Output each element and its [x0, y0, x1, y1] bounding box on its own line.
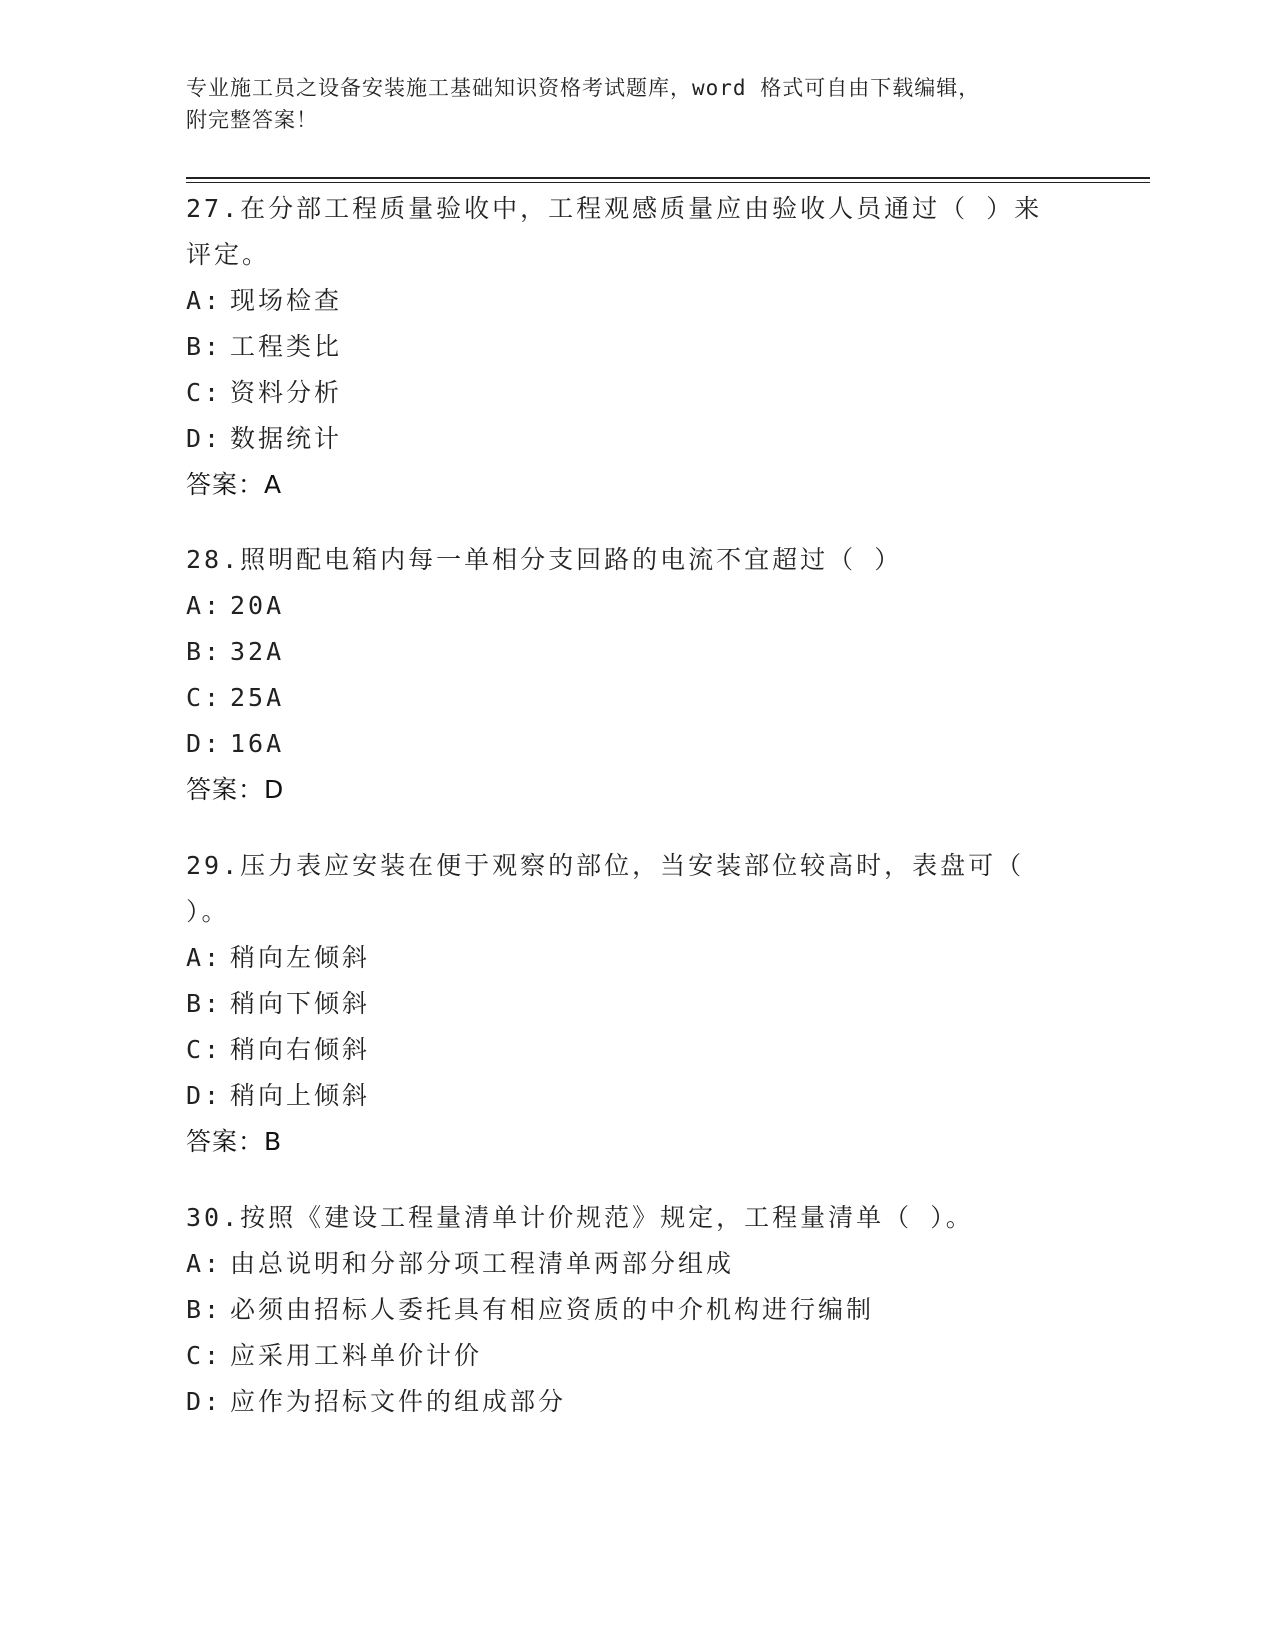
answer-line: 答案：D — [186, 775, 285, 804]
option-text: 数据统计 — [230, 424, 343, 453]
option-text: 应采用工料单价计价 — [230, 1341, 483, 1370]
option-text: 25A — [230, 683, 285, 712]
option-d — [186, 1073, 1066, 1119]
answer-line: 答案：A — [186, 470, 283, 499]
header-line-2: 附完整答案！ — [186, 108, 318, 132]
option-b — [186, 1287, 1066, 1333]
option-text: 工程类比 — [230, 332, 343, 361]
document-header — [186, 72, 1066, 136]
option-letter: B: — [186, 1295, 223, 1324]
question-stem: 29.压力表应安装在便于观察的部位，当安装部位较高时，表盘可（ ）。 — [186, 851, 1025, 926]
question-stem: 30.按照《建设工程量清单计价规范》规定，工程量清单（ ）。 — [186, 1203, 974, 1232]
option-text: 必须由招标人委托具有相应资质的中介机构进行编制 — [230, 1295, 875, 1324]
option-text: 16A — [230, 729, 285, 758]
option-letter: C: — [186, 683, 223, 712]
option-text: 稍向右倾斜 — [230, 1035, 371, 1064]
header-line-1: 专业施工员之设备安装施工基础知识资格考试题库，word 格式可自由下载编辑， — [186, 76, 981, 100]
option-letter: A: — [186, 591, 223, 620]
option-text: 32A — [230, 637, 285, 666]
option-text: 稍向左倾斜 — [230, 943, 371, 972]
option-a — [186, 583, 1066, 629]
option-text: 稍向下倾斜 — [230, 989, 371, 1018]
question-28 — [186, 537, 1066, 813]
option-text: 20A — [230, 591, 285, 620]
option-letter: D: — [186, 424, 223, 453]
option-letter: B: — [186, 332, 223, 361]
option-d — [186, 721, 1066, 767]
option-letter: C: — [186, 378, 223, 407]
answer-line: 答案：B — [186, 1127, 283, 1156]
option-letter: D: — [186, 1081, 223, 1110]
option-letter: B: — [186, 637, 223, 666]
option-letter: A: — [186, 1249, 223, 1278]
option-b — [186, 324, 1066, 370]
question-stem: 28.照明配电箱内每一单相分支回路的电流不宜超过（ ） — [186, 545, 903, 574]
question-30 — [186, 1195, 1066, 1425]
option-b — [186, 629, 1066, 675]
option-letter: C: — [186, 1035, 223, 1064]
option-b — [186, 981, 1066, 1027]
option-a — [186, 278, 1066, 324]
option-letter: A: — [186, 943, 223, 972]
option-c — [186, 675, 1066, 721]
option-text: 稍向上倾斜 — [230, 1081, 371, 1110]
option-c — [186, 370, 1066, 416]
option-text: 应作为招标文件的组成部分 — [230, 1387, 567, 1416]
option-letter: B: — [186, 989, 223, 1018]
option-d — [186, 416, 1066, 462]
question-29 — [186, 843, 1066, 1165]
option-letter: D: — [186, 729, 223, 758]
option-a — [186, 935, 1066, 981]
option-letter: D: — [186, 1387, 223, 1416]
option-d — [186, 1379, 1066, 1425]
option-c — [186, 1027, 1066, 1073]
option-text: 资料分析 — [230, 378, 343, 407]
question-stem: 27.在分部工程质量验收中，工程观感质量应由验收人员通过（ ）来评定。 — [186, 194, 1043, 269]
option-c — [186, 1333, 1066, 1379]
option-a — [186, 1241, 1066, 1287]
question-27 — [186, 186, 1066, 508]
option-letter: A: — [186, 286, 223, 315]
header-divider-thick — [186, 177, 1150, 179]
option-text: 现场检查 — [230, 286, 343, 315]
option-letter: C: — [186, 1341, 223, 1370]
option-text: 由总说明和分部分项工程清单两部分组成 — [230, 1249, 735, 1278]
header-divider-thin — [186, 182, 1150, 183]
